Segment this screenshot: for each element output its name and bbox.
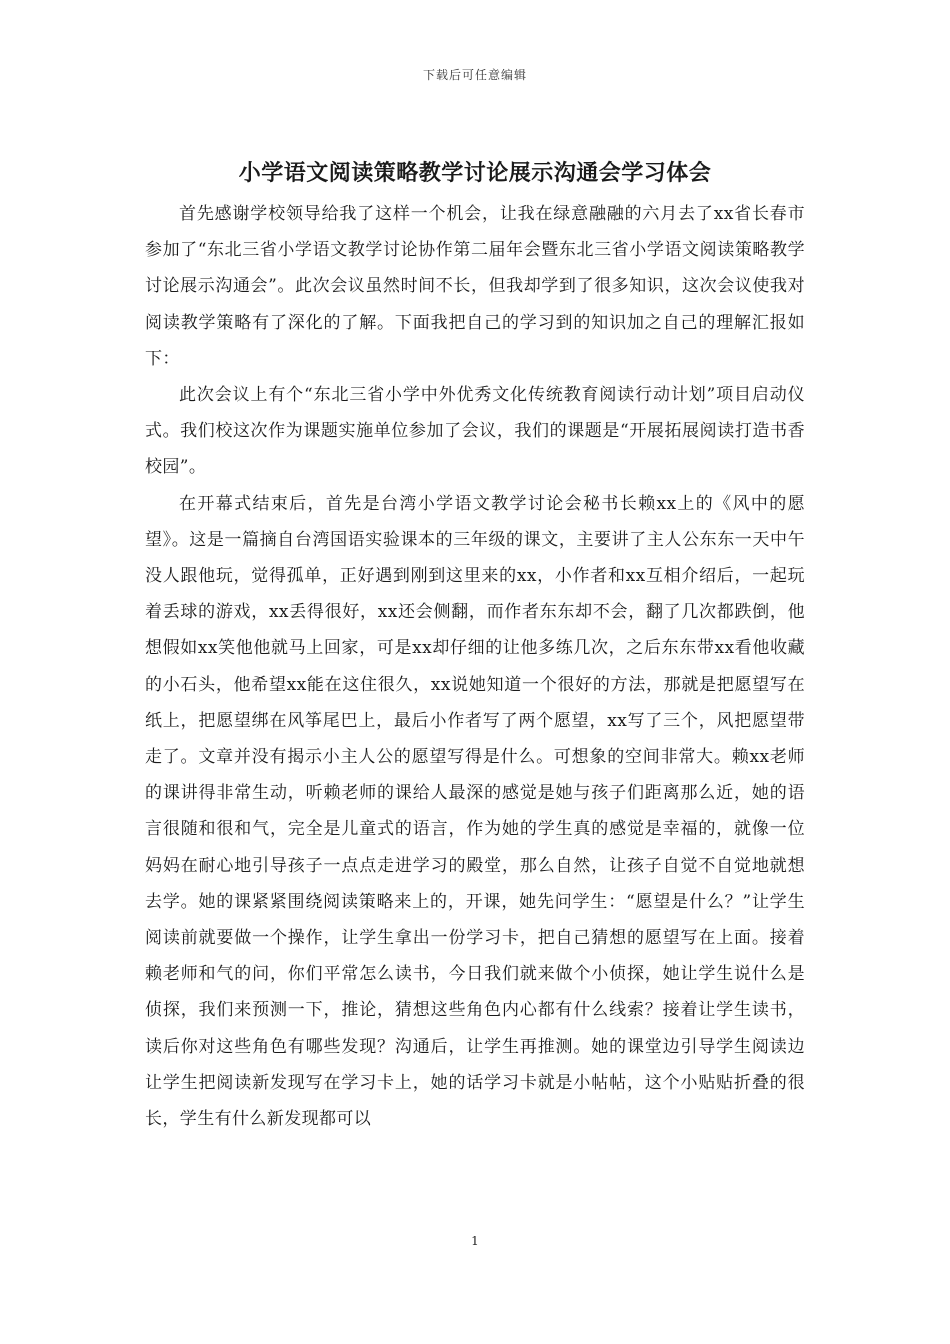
- document-title: 小学语文阅读策略教学讨论展示沟通会学习体会: [238, 160, 712, 186]
- paragraph-intro: 首先感谢学校领导给我了这样一个机会，让我在绿意融融的六月去了xx省长春市参加了“东北三省小学语文教学讨论协作第二届年会暨东北三省小学语文阅读策略教学讨论展示沟通会”。此次会议虽然时间不长，但我却学到了很多知识，这次会议使我对阅读教学策略有了深化的了解。下面我把自己的学习到的知识加之自己的理解汇报如下：: [145, 204, 805, 369]
- page-header: 下载后可任意编辑: [422, 68, 527, 82]
- page-number: 1: [471, 1234, 479, 1248]
- paragraph-ceremony: 此次会议上有个“东北三省小学中外优秀文化传统教育阅读行动计划”项目启动仪式。我们校这次作为课题实施单位参加了会议，我们的课题是“开展拓展阅读打造书香校园”。: [145, 385, 805, 478]
- document-body: [145, 196, 805, 1137]
- paragraph-lesson: 在开幕式结束后，首先是台湾小学语文教学讨论会秘书长赖xx上的《风中的愿望》。这是一篇摘自台湾国语实验课本的三年级的课文，主要讲了主人公东东一天中午没人跟他玩，觉得孤单，正好遇到刚到这里来的xx，小作者和xx互相介绍后，一起玩着丢球的游戏，xx丢得很好，xx还会侧翻，而作者东东却不会，翻了几次都跌倒，他想假如xx笑他他就马上回家，可是xx却仔细的让他多练几次，之后东东带xx看他收藏的小石头，他希望xx能在这住很久，xx说她知道一个很好的方法，那就是把愿望写在纸上，把愿望绑在风筝尾巴上，最后小作者写了两个愿望，xx写了三个，风把愿望带走了。文章并没有揭示小主人公的愿望写得是什么。可想象的空间非常大。赖xx老师的课讲得非常生动，听赖老师的课给人最深的感觉是她与孩子们距离那么近，她的语言很随和很和气，完全是儿童式的语言，作为她的学生真的感觉是幸福的，就像一位妈妈在耐心地引导孩子一点点走进学习的殿堂，那么自然，让孩子自觉不自觉地就想去学。她的课紧紧围绕阅读策略来上的，开课，她先问学生：“愿望是什么？”让学生阅读前就要做一个操作，让学生拿出一份学习卡，把自己猜想的愿望写在上面。接着赖老师和气的问，你们平常怎么读书，今日我们就来做个小侦探，她让学生说什么是侦探，我们来预测一下，推论，猜想这些角色内心都有什么线索？接着让学生读书，读后你对这些角色有哪些发现？沟通后，让学生再推测。她的课堂边引导学生阅读边让学生把阅读新发现写在学习卡上，她的话学习卡就是小帖帖，这个小贴贴折叠的很长，学生有什么新发现都可以: [145, 493, 805, 1130]
